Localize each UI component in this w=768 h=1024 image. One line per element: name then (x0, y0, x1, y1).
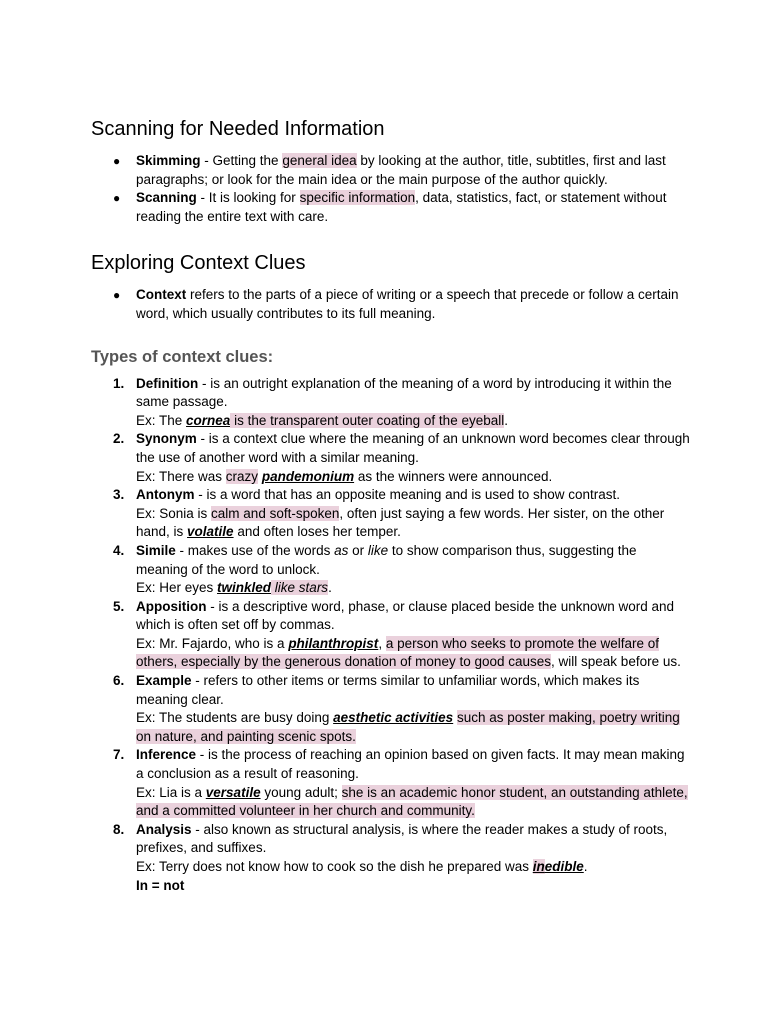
list-item-apposition: 5. Apposition - is a descriptive word, phase, or clause placed beside the unknown word and which is often set off by commas. Ex: Mr. Fajardo, who is a philanthropist, a person who seeks to promote the welfare of others, especially by the generous donation of money to good causes, will speak before us. (91, 598, 691, 672)
highlight: calm and soft-spoken (211, 505, 340, 521)
list-item-synonym: 2. Synonym - is a context clue where the meaning of an unknown word becomes clear through the use of another word with a similar meaning. Ex: There was crazy pandemonium as the winners were announced. (91, 430, 691, 486)
heading-scanning: Scanning for Needed Information (91, 118, 385, 140)
example-line: Ex: There was crazy pandemonium as the winners were announced. (136, 468, 553, 484)
example-line: Ex: Her eyes twinkled like stars. (136, 580, 332, 596)
context-list (91, 286, 691, 323)
highlight: such as poster making, poetry writing on nature, and painting scenic spots. (136, 710, 680, 744)
scanning-list (91, 152, 691, 226)
keyword: versatile (205, 784, 261, 800)
list-item-example: 6. Example - refers to other items or terms similar to unfamiliar words, which makes its meaning clear. Ex: The students are busy doing aesthetic activities such as poster making, poetry writing on nature, and painting scenic spots. (91, 672, 691, 746)
list-item-inference: 7. Inference - is the process of reaching an opinion based on given facts. It may mean making a conclusion as a result of reasoning. Ex: Lia is a versatile young adult; she is an academic honor student, an outstanding athlete, and a committed volunteer in her church and community. (91, 746, 691, 820)
heading-types: Types of context clues: (91, 347, 274, 366)
list-item-context: ● Context refers to the parts of a piece of writing or a speech that precede or follow a certain word, which usually contributes to its full meaning. (113, 287, 679, 321)
bullet-icon: ● (113, 154, 121, 168)
example-line: Ex: Mr. Fajardo, who is a philanthropist, a person who seeks to promote the welfare of others, especially by the generous donation of money to good causes, will speak before us. (136, 635, 681, 670)
example-line: Ex: The cornea is the transparent outer coating of the eyeball. (136, 412, 509, 428)
types-list (91, 375, 691, 896)
keyword: twinkled (217, 580, 272, 596)
highlight: a person who seeks to promote the welfare of others, especially by the generous donation of money to good causes (136, 635, 659, 670)
bullet-icon: ● (113, 191, 121, 206)
highlight: like stars (271, 580, 329, 596)
example-line: Ex: The students are busy doing aesthetic activities such as poster making, poetry writing on nature, and painting scenic spots. (136, 710, 680, 744)
heading-context-clues: Exploring Context Clues (91, 252, 306, 275)
keyword: edible (544, 859, 584, 874)
highlight: specific information (299, 190, 416, 206)
keyword: volatile (187, 524, 234, 540)
list-item-scanning: ● Scanning - It is looking for specific information, data, statistics, fact, or statement without reading the entire text with care. (113, 190, 667, 224)
highlight: she is an academic honor student, an outstanding athlete, and a committed volunteer in her church and community. (136, 784, 688, 819)
keyword: pandemonium (261, 468, 355, 484)
document-body (91, 116, 691, 895)
list-item-skimming: ● Skimming - Getting the general idea by looking at the author, title, subtitles, first and last paragraphs; or look for the main idea or the main purpose of the author quickly. (113, 153, 666, 187)
keyword: cornea (186, 412, 231, 428)
bullet-icon: ● (113, 288, 121, 303)
list-item-simile: 4. Simile - makes use of the words as or like to show comparison thus, suggesting the meaning of the word to unlock. Ex: Her eyes twinkled like stars. (91, 542, 691, 598)
keyword-highlight: in (532, 859, 545, 874)
keyword: aesthetic activities (333, 710, 454, 726)
analysis-note: In = not (136, 877, 185, 893)
example-line: Ex: Lia is a versatile young adult; she is an academic honor student, an outstanding athlete, and a committed volunteer in her church and community. (136, 784, 688, 819)
list-item-definition: 1. Definition - is an outright explanation of the meaning of a word by introducing it within the same passage. Ex: The cornea is the transparent outer coating of the eyeball. (91, 375, 691, 431)
highlight: general idea (282, 153, 357, 168)
list-item-antonym: 3. Antonym - is a word that has an opposite meaning and is used to show contrast. Ex: Sonia is calm and soft-spoken, often just saying a few words. Her sister, on the other hand, is volatile and often loses her temper. (91, 486, 691, 542)
example-line: Ex: Terry does not know how to cook so the dish he prepared was inedible. (136, 859, 588, 874)
list-item-analysis: 8. Analysis - also known as structural analysis, is where the reader makes a study of roots, prefixes, and suffixes. Ex: Terry does not know how to cook so the dish he prepared was inedible. In = not (91, 821, 691, 895)
highlight: crazy (225, 468, 259, 484)
highlight: is the transparent outer coating of the eyeball (230, 412, 505, 428)
keyword: philanthropist (288, 635, 379, 651)
example-line: Ex: Sonia is calm and soft-spoken, often just saying a few words. Her sister, on the other hand, is volatile and often loses her temper. (136, 505, 665, 540)
